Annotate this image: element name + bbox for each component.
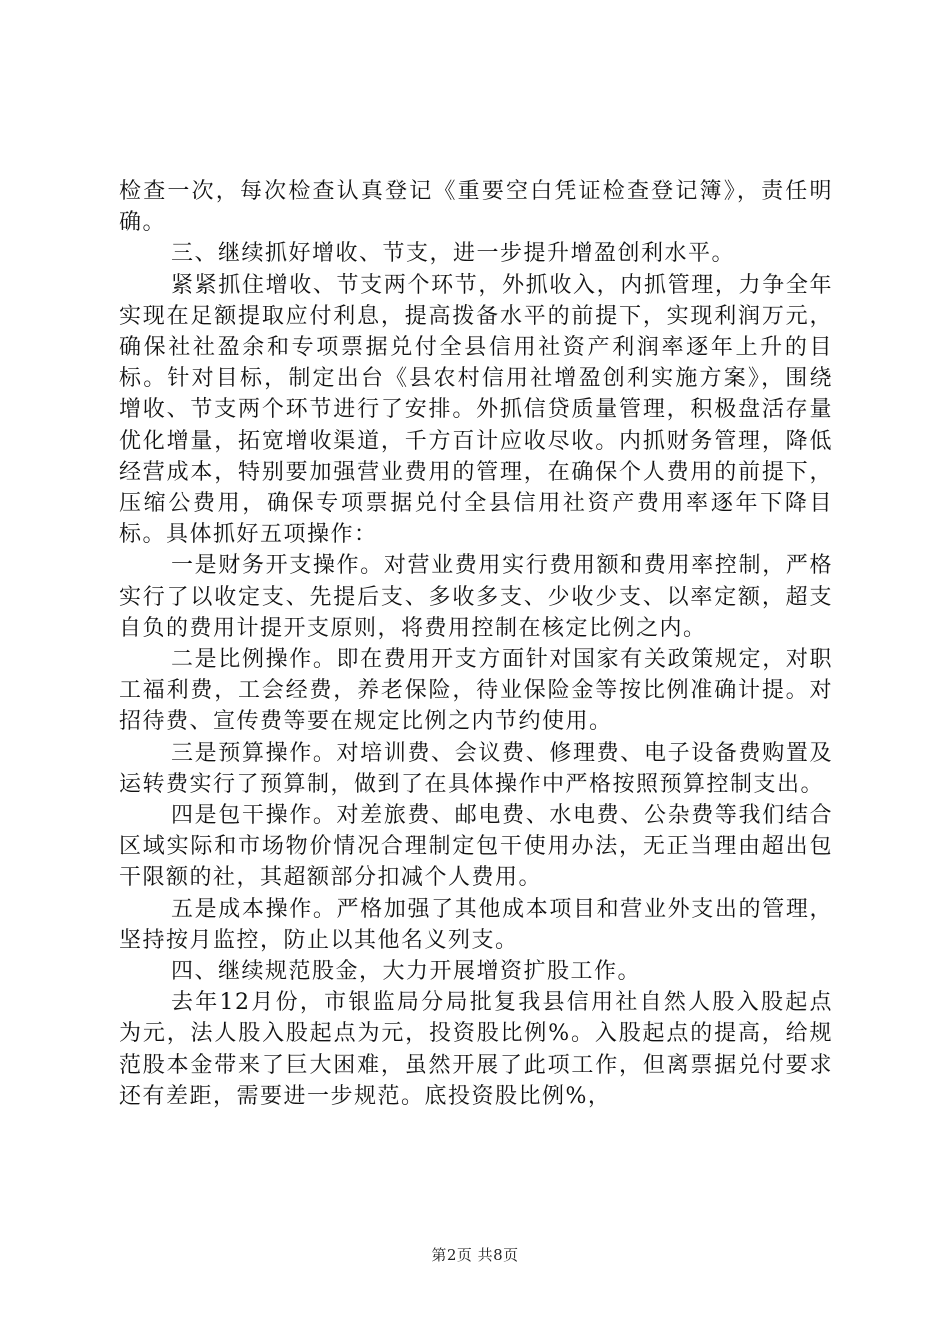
paragraph-3: 紧紧抓住增收、节支两个环节，外抓收入，内抓管理，力争全年实现在足额提取应付利息，提高拨备水平的前提下，实现利润万元，确保社社盈余和专项票据兑付全县信用社资产利润率逐年上升的目标。针对目标，制定出台《县农村信用社增盈创利实施方案》，围绕增收、节支两个环节进行了安排。外抓信贷质量管理，积极盘活存量优化增量，拓宽增收渠道，千方百计应收尽收。内抓财务管理，降低经营成本，特别要加强营业费用的管理，在确保个人费用的前提下，压缩公费用，确保专项票据兑付全县信用社资产费用率逐年下降目标。具体抓好五项操作： <box>119 272 833 548</box>
section-heading-4: 四、继续规范股金，大力开展增资扩股工作。 <box>171 959 642 985</box>
paragraph-item-5: 五是成本操作。严格加强了其他成本项目和营业外支出的管理，坚持按月监控，防止以其他名义列支。 <box>119 896 833 953</box>
paragraph-item-2: 二是比例操作。即在费用开支方面针对国家有关政策规定，对职工福利费，工会经费，养老保险，待业保险金等按比例准确计提。对招待费、宣传费等要在规定比例之内节约使用。 <box>119 647 833 735</box>
paragraph-item-4: 四是包干操作。对差旅费、邮电费、水电费、公杂费等我们结合区域实际和市场物价情况合理制定包干使用办法，无正当理由超出包干限额的社，其超额部分扣减个人费用。 <box>119 803 833 891</box>
document-body <box>119 176 833 1112</box>
paragraph-10: 去年12月份，市银监局分局批复我县信用社自然人股入股起点为元，法人股入股起点为元，投资股比例%。入股起点的提高，给规范股本金带来了巨大困难，虽然开展了此项工作，但离票据兑付要求还有差距，需要进一步规范。底投资股比例%， <box>119 990 833 1109</box>
page-footer <box>0 1245 950 1265</box>
paragraph-1: 检查一次，每次检查认真登记《重要空白凭证检查登记簿》，责任明确。 <box>119 179 833 236</box>
paragraph-item-1: 一是财务开支操作。对营业费用实行费用额和费用率控制，严格实行了以收定支、先提后支、多收多支、少收少支、以率定额，超支自负的费用计提开支原则，将费用控制在核定比例之内。 <box>119 553 833 641</box>
section-heading-3: 三、继续抓好增收、节支，进一步提升增盈创利水平。 <box>171 241 736 267</box>
page-number-label: 第2页 共8页 <box>431 1246 519 1264</box>
paragraph-item-3: 三是预算操作。对培训费、会议费、修理费、电子设备费购置及运转费实行了预算制，做到了在具体操作中严格按照预算控制支出。 <box>119 740 833 797</box>
